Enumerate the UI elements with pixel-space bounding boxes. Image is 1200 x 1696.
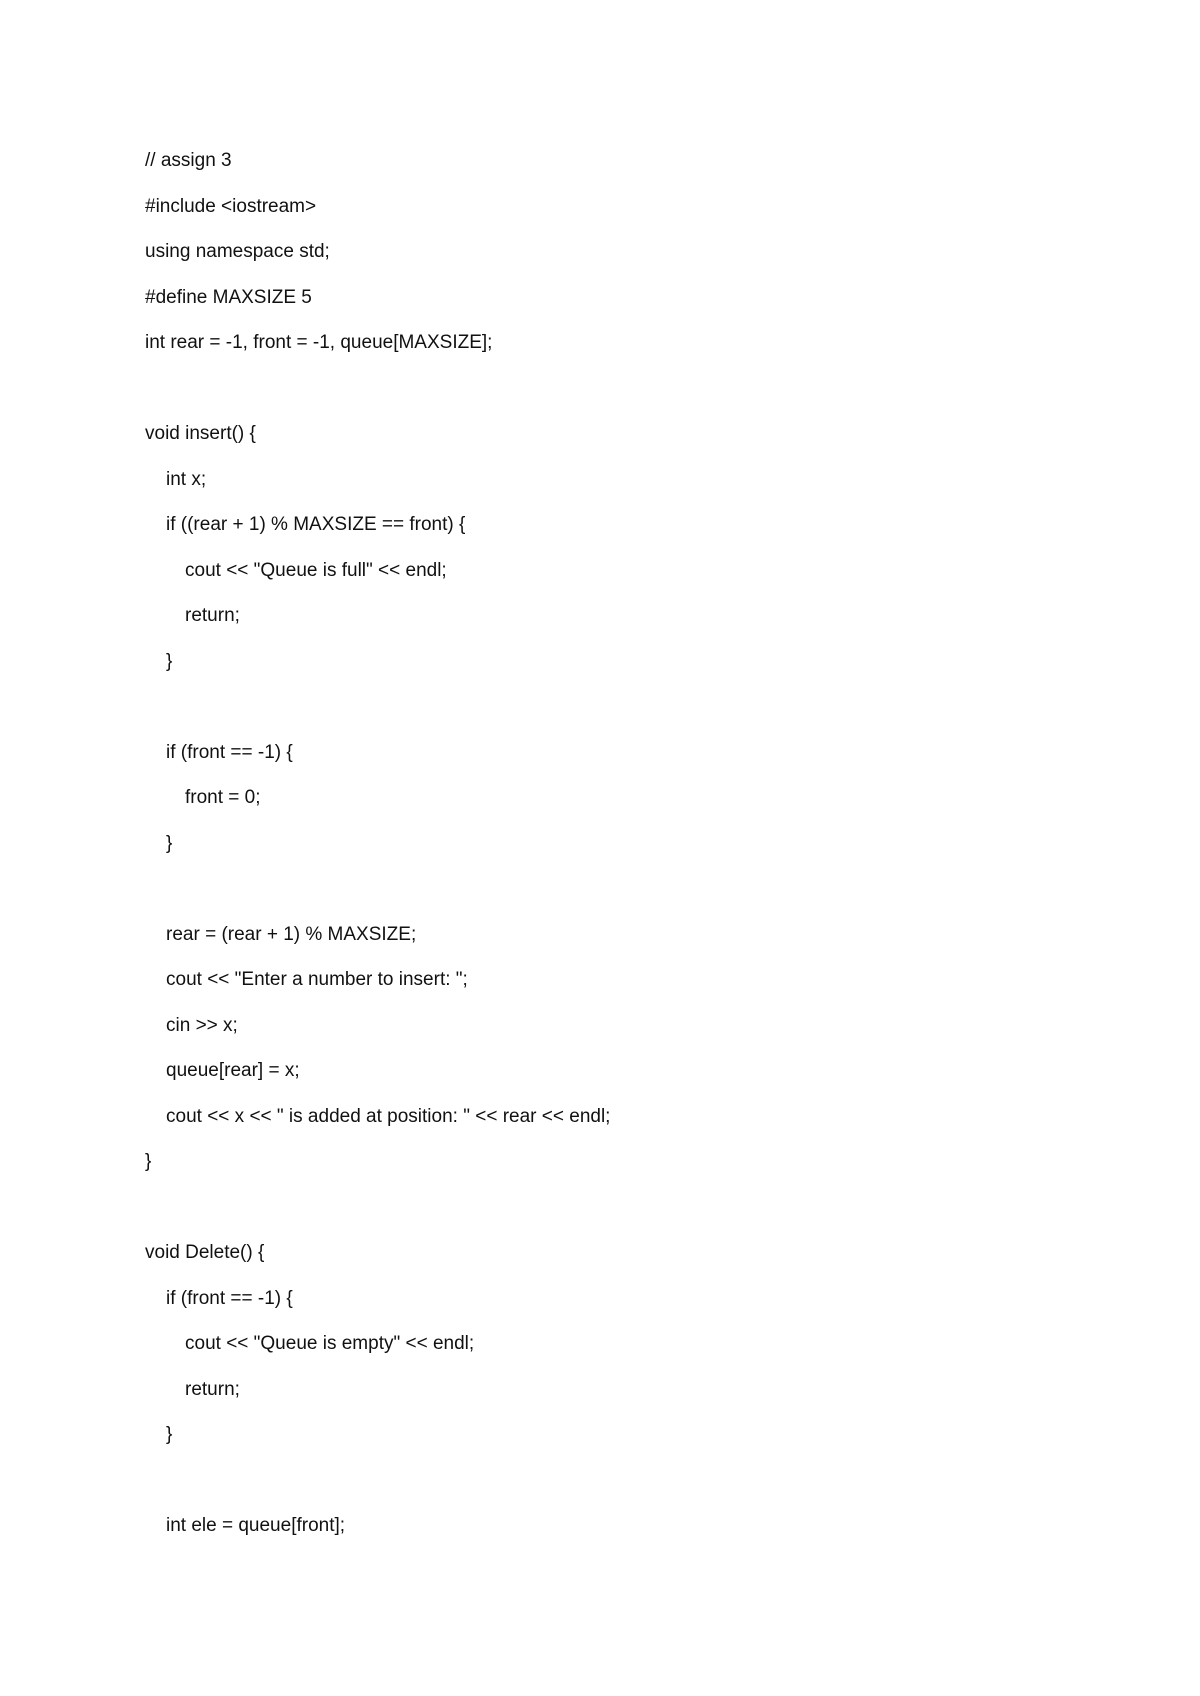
code-line: return; [185, 1378, 240, 1400]
blank-line [145, 1193, 1105, 1239]
blank-line [145, 874, 1105, 920]
code-line: if (front == -1) { [166, 741, 293, 763]
code-line: cout << x << " is added at position: " << rear << endl; [166, 1105, 611, 1127]
code-line: void Delete() { [145, 1242, 265, 1263]
blank-line [145, 374, 1105, 420]
code-line: // assign 3 [145, 150, 232, 171]
blank-line [145, 692, 1105, 738]
code-line: if (front == -1) { [166, 1287, 293, 1309]
code-line: } [145, 1151, 152, 1172]
code-line: queue[rear] = x; [166, 1060, 300, 1081]
code-text-body [145, 146, 1105, 1557]
code-line: int ele = queue[front]; [166, 1515, 346, 1536]
code-line: int x; [166, 468, 207, 490]
code-line: } [166, 832, 173, 854]
code-line: return; [185, 605, 240, 626]
code-line: cin >> x; [166, 1014, 238, 1036]
code-line: using namespace std; [145, 241, 330, 262]
blank-line [145, 1466, 1105, 1512]
code-line: } [166, 650, 173, 672]
code-line: } [166, 1424, 173, 1445]
code-line: cout << "Enter a number to insert: "; [166, 969, 468, 990]
code-line: if ((rear + 1) % MAXSIZE == front) { [166, 514, 466, 535]
code-line: #define MAXSIZE 5 [145, 286, 312, 308]
code-line: front = 0; [185, 787, 261, 808]
code-line: int rear = -1, front = -1, queue[MAXSIZE]; [145, 332, 493, 353]
code-line: rear = (rear + 1) % MAXSIZE; [166, 923, 417, 945]
code-line: cout << "Queue is empty" << endl; [185, 1333, 475, 1354]
code-line: void insert() { [145, 423, 256, 444]
code-line: #include <iostream> [145, 195, 317, 217]
code-line: cout << "Queue is full" << endl; [185, 559, 447, 581]
